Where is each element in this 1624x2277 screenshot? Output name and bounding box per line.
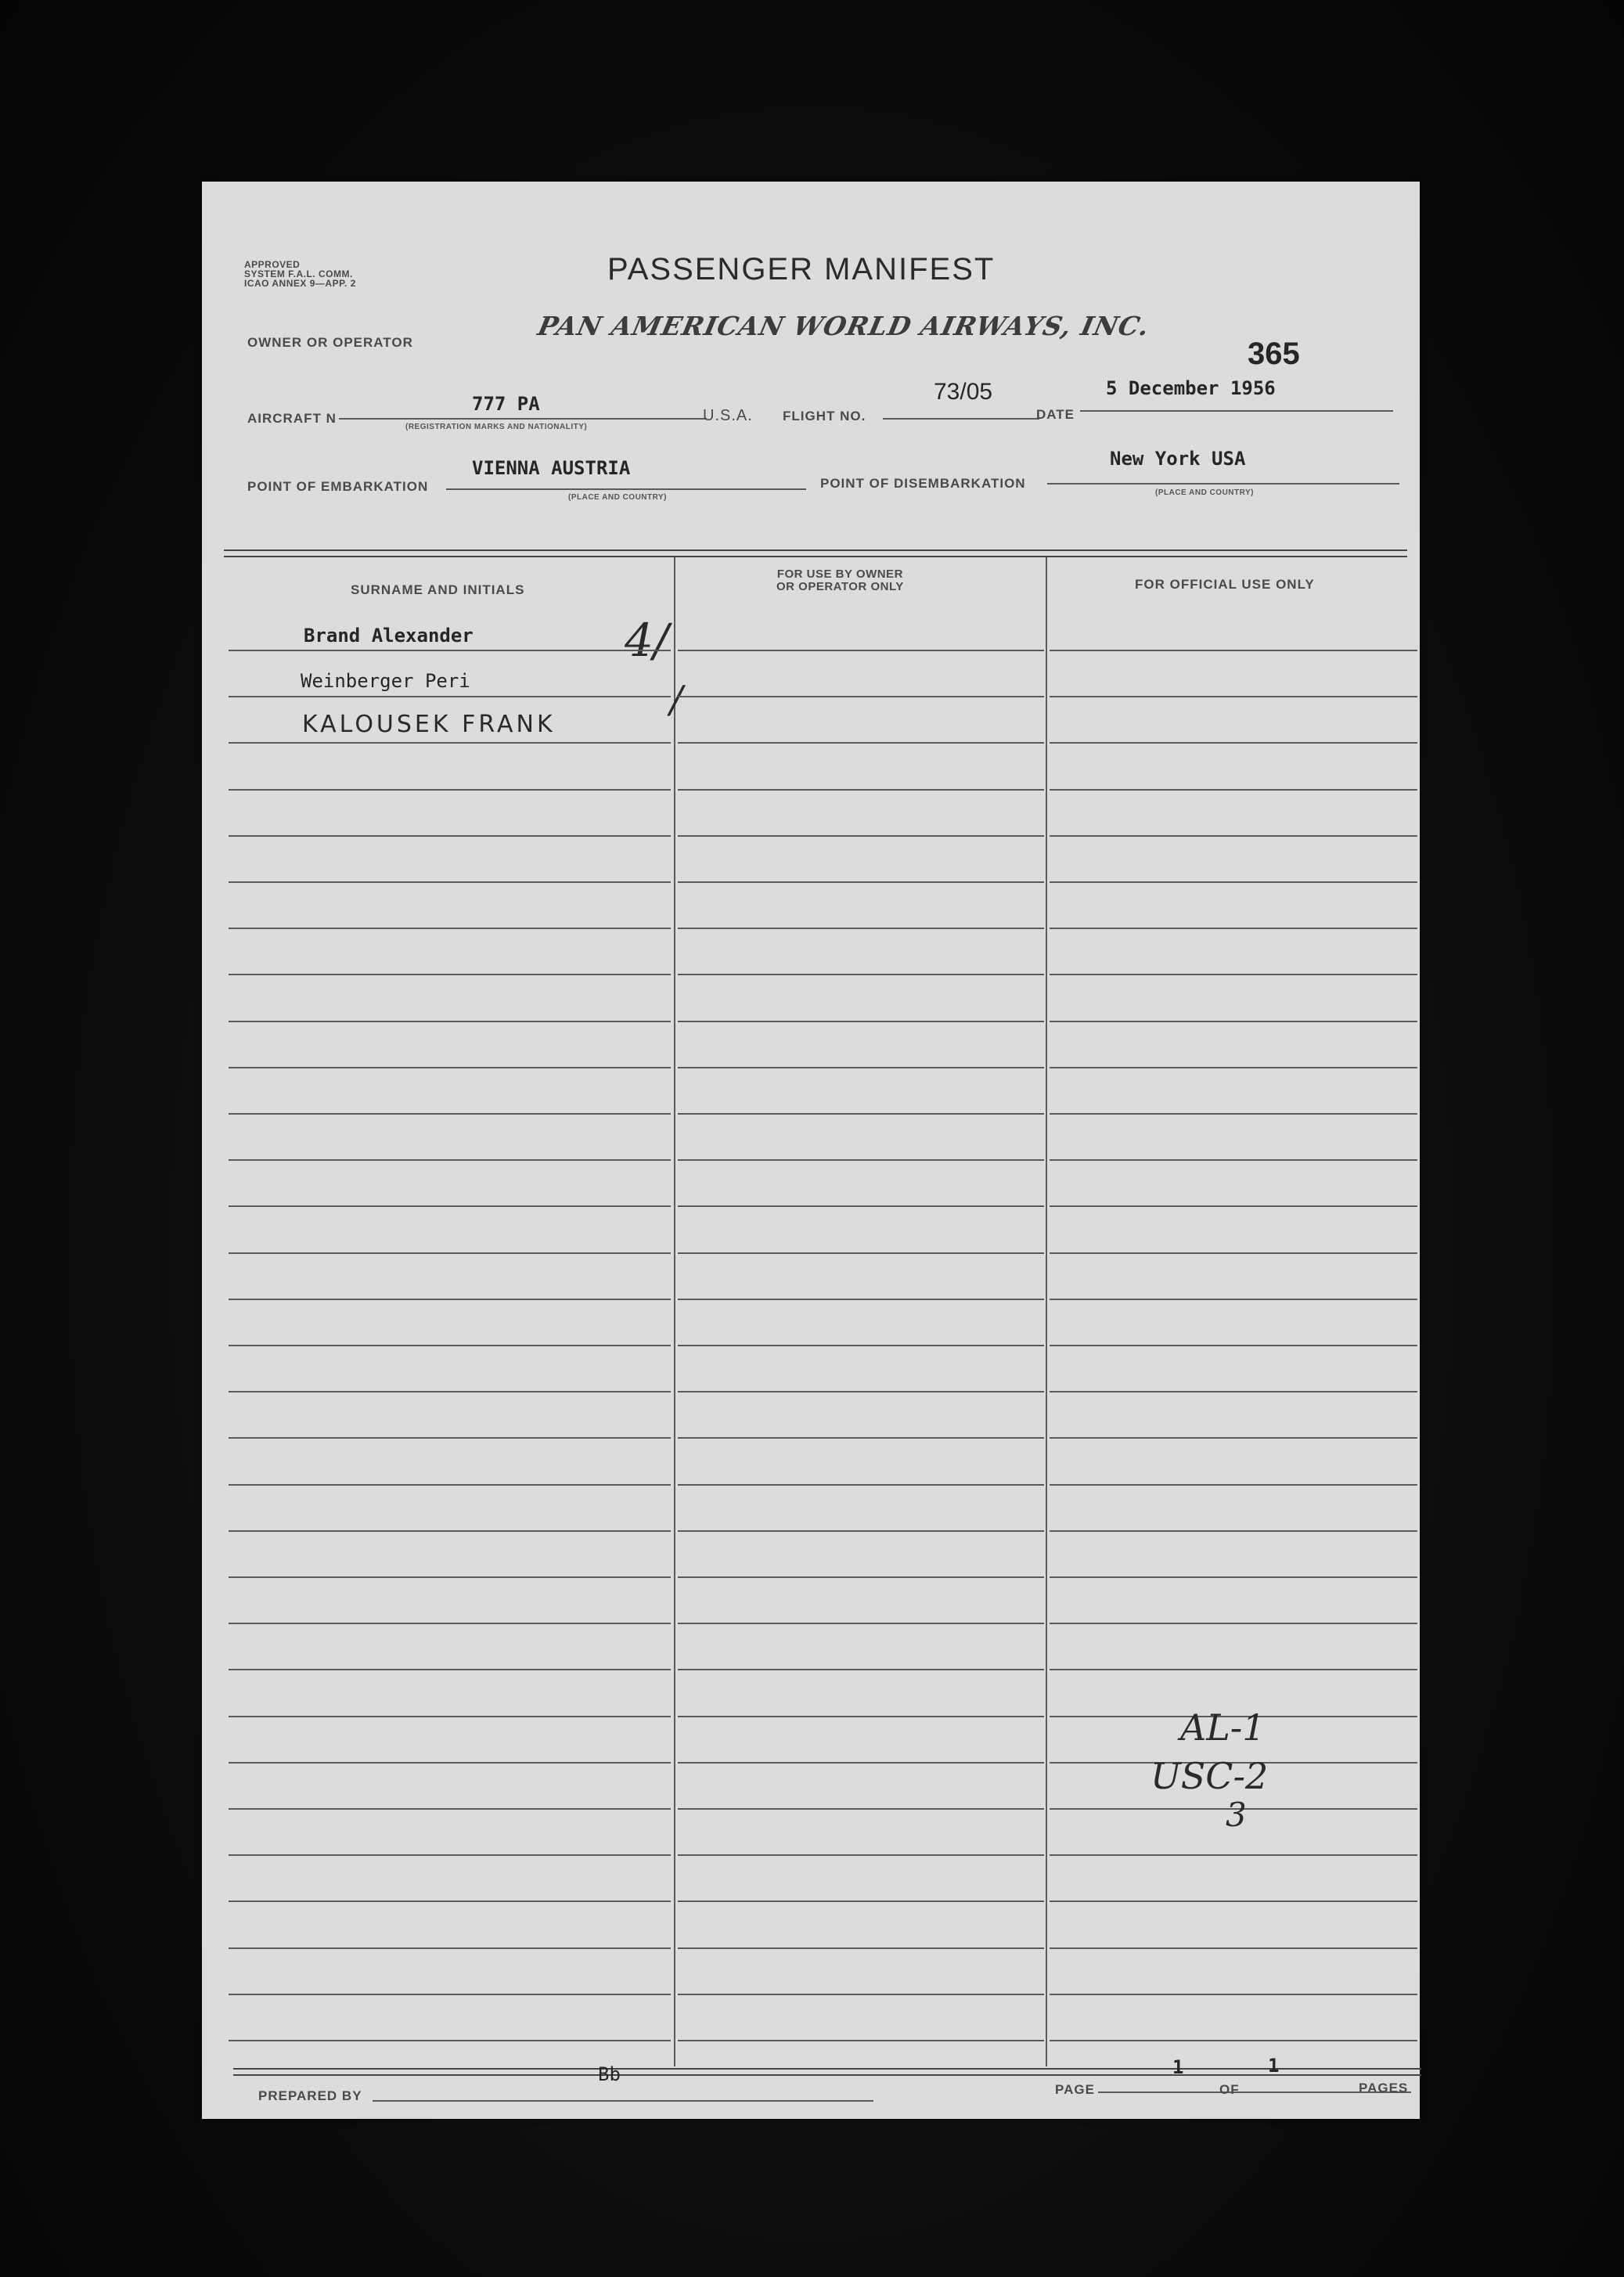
- row-rule: [1050, 1901, 1417, 1902]
- row-rule: [1050, 1623, 1417, 1624]
- header-owner-line: FOR USE BY OWNER: [776, 567, 903, 581]
- row-rule: [678, 928, 1044, 929]
- owner-value: PAN AMERICAN WORLD AIRWAYS, INC.: [535, 311, 1153, 341]
- annotation-line: AL-1: [1180, 1706, 1266, 1749]
- passenger-name: Weinberger Peri: [301, 670, 470, 692]
- row-rule: [1050, 1252, 1417, 1254]
- owner-label: OWNER OR OPERATOR: [247, 335, 413, 350]
- row-rule: [229, 1021, 671, 1022]
- passenger-name: KALOUSEK FRANK: [302, 711, 556, 738]
- row-rule: [1050, 1669, 1417, 1670]
- passenger-name: Brand Alexander: [304, 625, 474, 647]
- row-rule: [1050, 1994, 1417, 1995]
- row-rule: [1050, 1437, 1417, 1439]
- prepared-value: Bb: [598, 2063, 621, 2085]
- approval-line: APPROVED: [244, 259, 301, 270]
- row-rule: [229, 835, 671, 837]
- row-rule: [229, 1669, 671, 1670]
- row-rule: [678, 1252, 1044, 1254]
- row-rule: [678, 789, 1044, 791]
- disembark-value: New York USA: [1110, 448, 1246, 470]
- page-title: PASSENGER MANIFEST: [607, 252, 996, 286]
- row-rule: [229, 789, 671, 791]
- row-rule: [1050, 1345, 1417, 1346]
- row-rule: [1050, 1576, 1417, 1578]
- aircraft-underline: [339, 418, 707, 420]
- disembark-caption: (PLACE AND COUNTRY): [1155, 488, 1254, 497]
- disembark-label: POINT OF DISEMBARKATION: [820, 476, 1026, 491]
- row-rule: [1050, 2040, 1417, 2041]
- row-rule: [229, 1159, 671, 1161]
- row-rule: [1050, 1021, 1417, 1022]
- embark-underline: [446, 488, 806, 490]
- row-rule: [1050, 1391, 1417, 1393]
- row-rule: [1050, 1067, 1417, 1068]
- row-rule: [1050, 928, 1417, 929]
- page-label: PAGE: [1055, 2082, 1095, 2097]
- check-mark: 4/: [625, 614, 669, 667]
- column-divider: [674, 557, 675, 2066]
- row-rule: [678, 1113, 1044, 1115]
- row-rule: [1050, 1947, 1417, 1949]
- row-rule: [678, 1205, 1044, 1207]
- approval-line: SYSTEM F.A.L. COMM.: [244, 268, 353, 279]
- row-rule: [229, 1762, 671, 1764]
- row-rule: [678, 1762, 1044, 1764]
- row-rule: [678, 1994, 1044, 1995]
- row-rule: [678, 1299, 1044, 1300]
- annotation-line: 3: [1226, 1796, 1247, 1834]
- row-rule: [678, 1716, 1044, 1717]
- row-rule: [229, 1716, 671, 1717]
- page-value: 1: [1172, 2056, 1184, 2078]
- row-rule: [678, 742, 1044, 744]
- row-rule: [229, 881, 671, 883]
- row-rule: [678, 974, 1044, 975]
- row-rule: [678, 1947, 1044, 1949]
- row-rule: [678, 1901, 1044, 1902]
- embark-caption: (PLACE AND COUNTRY): [568, 493, 667, 502]
- flight-label: FLIGHT NO.: [783, 409, 866, 423]
- row-rule: [229, 1067, 671, 1068]
- row-rule: [1050, 650, 1417, 651]
- row-rule: [229, 1252, 671, 1254]
- row-rule: [678, 1345, 1044, 1346]
- flight-underline: [883, 418, 1039, 420]
- row-rule: [678, 650, 1044, 651]
- row-rule: [678, 1669, 1044, 1670]
- row-rule: [229, 1994, 671, 1995]
- row-rule: [678, 1484, 1044, 1486]
- row-rule: [229, 696, 671, 697]
- table-top-rule: [224, 549, 1407, 551]
- row-rule: [229, 1437, 671, 1439]
- row-rule: [229, 974, 671, 975]
- total-pages-value: 1: [1268, 2055, 1280, 2077]
- approval-line: ICAO ANNEX 9—APP. 2: [244, 278, 356, 289]
- of-label: OF: [1219, 2082, 1240, 2097]
- aircraft-label: AIRCRAFT N: [247, 411, 337, 426]
- approval-block: [244, 260, 356, 288]
- pages-label: PAGES: [1359, 2081, 1409, 2095]
- annotation-line: USC-2: [1150, 1755, 1269, 1797]
- flight-value: 73/05: [934, 379, 993, 405]
- date-label: DATE: [1036, 407, 1075, 422]
- column-divider: [1046, 557, 1047, 2066]
- row-rule: [229, 1345, 671, 1346]
- row-rule: [678, 1391, 1044, 1393]
- row-rule: [229, 1576, 671, 1578]
- embark-label: POINT OF EMBARKATION: [247, 479, 429, 494]
- row-rule: [678, 1159, 1044, 1161]
- table-bottom-rule: [233, 2068, 1421, 2070]
- prepared-underline: [373, 2100, 873, 2102]
- row-rule: [1050, 789, 1417, 791]
- embark-value: VIENNA AUSTRIA: [472, 457, 631, 479]
- row-rule: [229, 2040, 671, 2041]
- row-rule: [1050, 1530, 1417, 1532]
- row-rule: [678, 1067, 1044, 1068]
- date-underline: [1080, 410, 1393, 412]
- row-rule: [229, 1391, 671, 1393]
- header-surname: SURNAME AND INITIALS: [351, 582, 525, 597]
- row-rule: [1050, 696, 1417, 697]
- header-owner-line: OR OPERATOR ONLY: [776, 580, 904, 593]
- table-bottom-rule: [233, 2074, 1421, 2076]
- row-rule: [229, 650, 671, 651]
- row-rule: [678, 1808, 1044, 1810]
- header-owner: [776, 568, 904, 593]
- row-rule: [1050, 974, 1417, 975]
- row-rule: [678, 696, 1044, 697]
- row-rule: [229, 1299, 671, 1300]
- check-mark: /: [670, 678, 683, 722]
- row-rule: [678, 835, 1044, 837]
- aircraft-value: 777 PA: [472, 393, 540, 415]
- row-rule: [229, 1901, 671, 1902]
- row-rule: [229, 1947, 671, 1949]
- row-rule: [1050, 881, 1417, 883]
- row-rule: [678, 1530, 1044, 1532]
- manifest-sheet: [202, 182, 1420, 2119]
- usa-label: U.S.A.: [703, 407, 753, 424]
- prepared-label: PREPARED BY: [258, 2088, 362, 2103]
- row-rule: [229, 928, 671, 929]
- disembark-underline: [1047, 483, 1399, 485]
- row-rule: [1050, 1854, 1417, 1856]
- row-rule: [1050, 742, 1417, 744]
- row-rule: [229, 1484, 671, 1486]
- row-rule: [229, 1113, 671, 1115]
- registration-caption: (REGISTRATION MARKS AND NATIONALITY): [405, 423, 588, 431]
- row-rule: [678, 881, 1044, 883]
- row-rule: [1050, 1299, 1417, 1300]
- row-rule: [229, 1808, 671, 1810]
- page-number-stamp: 365: [1248, 337, 1300, 371]
- row-rule: [678, 1576, 1044, 1578]
- row-rule: [229, 1854, 671, 1856]
- row-rule: [229, 1205, 671, 1207]
- row-rule: [1050, 1159, 1417, 1161]
- row-rule: [678, 1021, 1044, 1022]
- row-rule: [678, 1854, 1044, 1856]
- row-rule: [678, 1623, 1044, 1624]
- row-rule: [1050, 1484, 1417, 1486]
- row-rule: [1050, 1113, 1417, 1115]
- header-official: FOR OFFICIAL USE ONLY: [1135, 577, 1315, 592]
- table-top-rule: [224, 556, 1407, 557]
- date-value: 5 December 1956: [1106, 377, 1276, 399]
- row-rule: [678, 1437, 1044, 1439]
- row-rule: [229, 1530, 671, 1532]
- row-rule: [229, 1623, 671, 1624]
- row-rule: [229, 742, 671, 744]
- row-rule: [1050, 835, 1417, 837]
- row-rule: [678, 2040, 1044, 2041]
- row-rule: [1050, 1205, 1417, 1207]
